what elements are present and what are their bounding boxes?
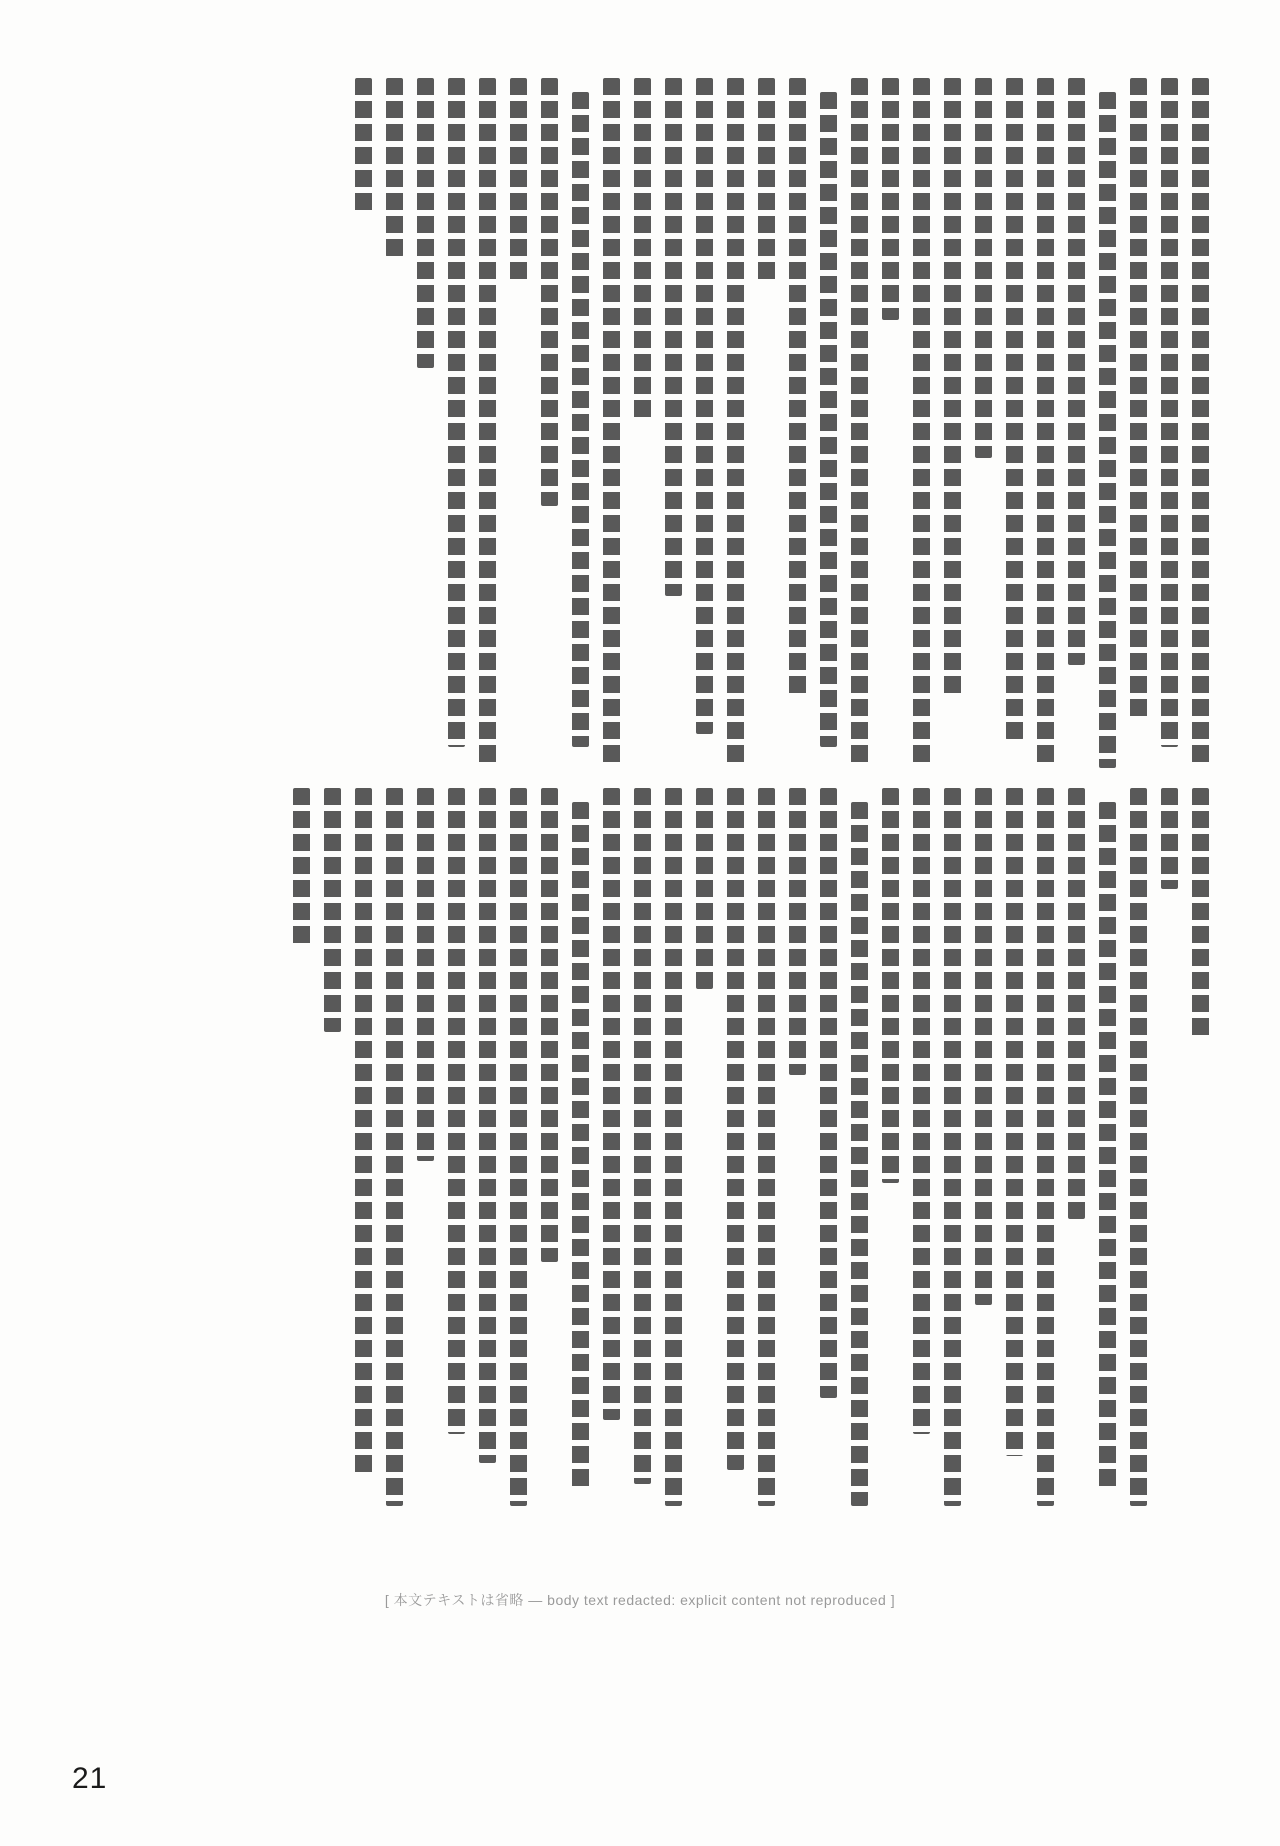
redacted-text-column xyxy=(912,78,931,768)
redacted-text-column xyxy=(602,78,621,768)
redacted-text-column xyxy=(354,788,373,1506)
redacted-text-column xyxy=(478,788,497,1506)
redacted-text-column xyxy=(416,78,435,768)
redacted-text-column xyxy=(1191,78,1210,768)
redacted-text-column xyxy=(974,788,993,1506)
redacted-text-column xyxy=(1036,78,1055,768)
redacted-text-column xyxy=(757,78,776,768)
redacted-text-column xyxy=(664,788,683,1506)
redacted-text-column xyxy=(819,78,838,768)
redacted-text-column xyxy=(633,78,652,768)
redacted-text-column xyxy=(478,78,497,768)
redacted-text-column xyxy=(1191,788,1210,1506)
redacted-text-column xyxy=(695,78,714,768)
text-band-bottom xyxy=(90,788,1210,1506)
redacted-text-column xyxy=(385,78,404,768)
redacted-text-column xyxy=(1160,788,1179,1506)
redacted-text-column xyxy=(540,788,559,1506)
redacted-text-column xyxy=(726,788,745,1506)
redacted-text-column xyxy=(447,78,466,768)
redaction-notice: [ 本文テキストは省略 — body text redacted: explicit content not reproduced ] xyxy=(384,1592,896,1608)
redacted-text-column xyxy=(974,78,993,768)
redacted-text-column xyxy=(943,78,962,768)
redacted-text-column xyxy=(1067,78,1086,768)
redacted-text-column xyxy=(1067,788,1086,1506)
redacted-text-column xyxy=(850,78,869,768)
redacted-text-column xyxy=(1098,78,1117,768)
redacted-text-column xyxy=(416,788,435,1506)
redacted-text-column xyxy=(1036,788,1055,1506)
redacted-text-column xyxy=(385,788,404,1506)
redacted-text-column xyxy=(540,78,559,768)
redacted-text-column xyxy=(1129,78,1148,768)
redacted-text-column xyxy=(881,78,900,768)
redacted-text-column xyxy=(788,788,807,1506)
redacted-text-column xyxy=(757,788,776,1506)
redacted-text-column xyxy=(1160,78,1179,768)
redacted-text-column xyxy=(571,788,590,1506)
redacted-text-column xyxy=(1005,788,1024,1506)
redacted-text-column xyxy=(1098,788,1117,1506)
redacted-text-column xyxy=(726,78,745,768)
redacted-text-column xyxy=(571,78,590,768)
redacted-text-column xyxy=(881,788,900,1506)
redacted-text-column xyxy=(292,788,311,1506)
redacted-text-column xyxy=(1005,78,1024,768)
redacted-text-column xyxy=(354,78,373,768)
page-number: 21 xyxy=(72,1762,108,1795)
redacted-text-column xyxy=(664,78,683,768)
redacted-text-column xyxy=(912,788,931,1506)
redacted-text-column xyxy=(509,78,528,768)
redacted-text-column xyxy=(695,788,714,1506)
redacted-text-column xyxy=(850,788,869,1506)
redacted-text-column xyxy=(509,788,528,1506)
text-band-top xyxy=(90,78,1210,768)
redacted-text-column xyxy=(819,788,838,1506)
redacted-text-column xyxy=(1129,788,1148,1506)
redacted-text-column xyxy=(323,788,342,1506)
redacted-text-column xyxy=(788,78,807,768)
redacted-text-column xyxy=(633,788,652,1506)
redacted-text-column xyxy=(447,788,466,1506)
redacted-text-column xyxy=(943,788,962,1506)
redacted-text-column xyxy=(602,788,621,1506)
